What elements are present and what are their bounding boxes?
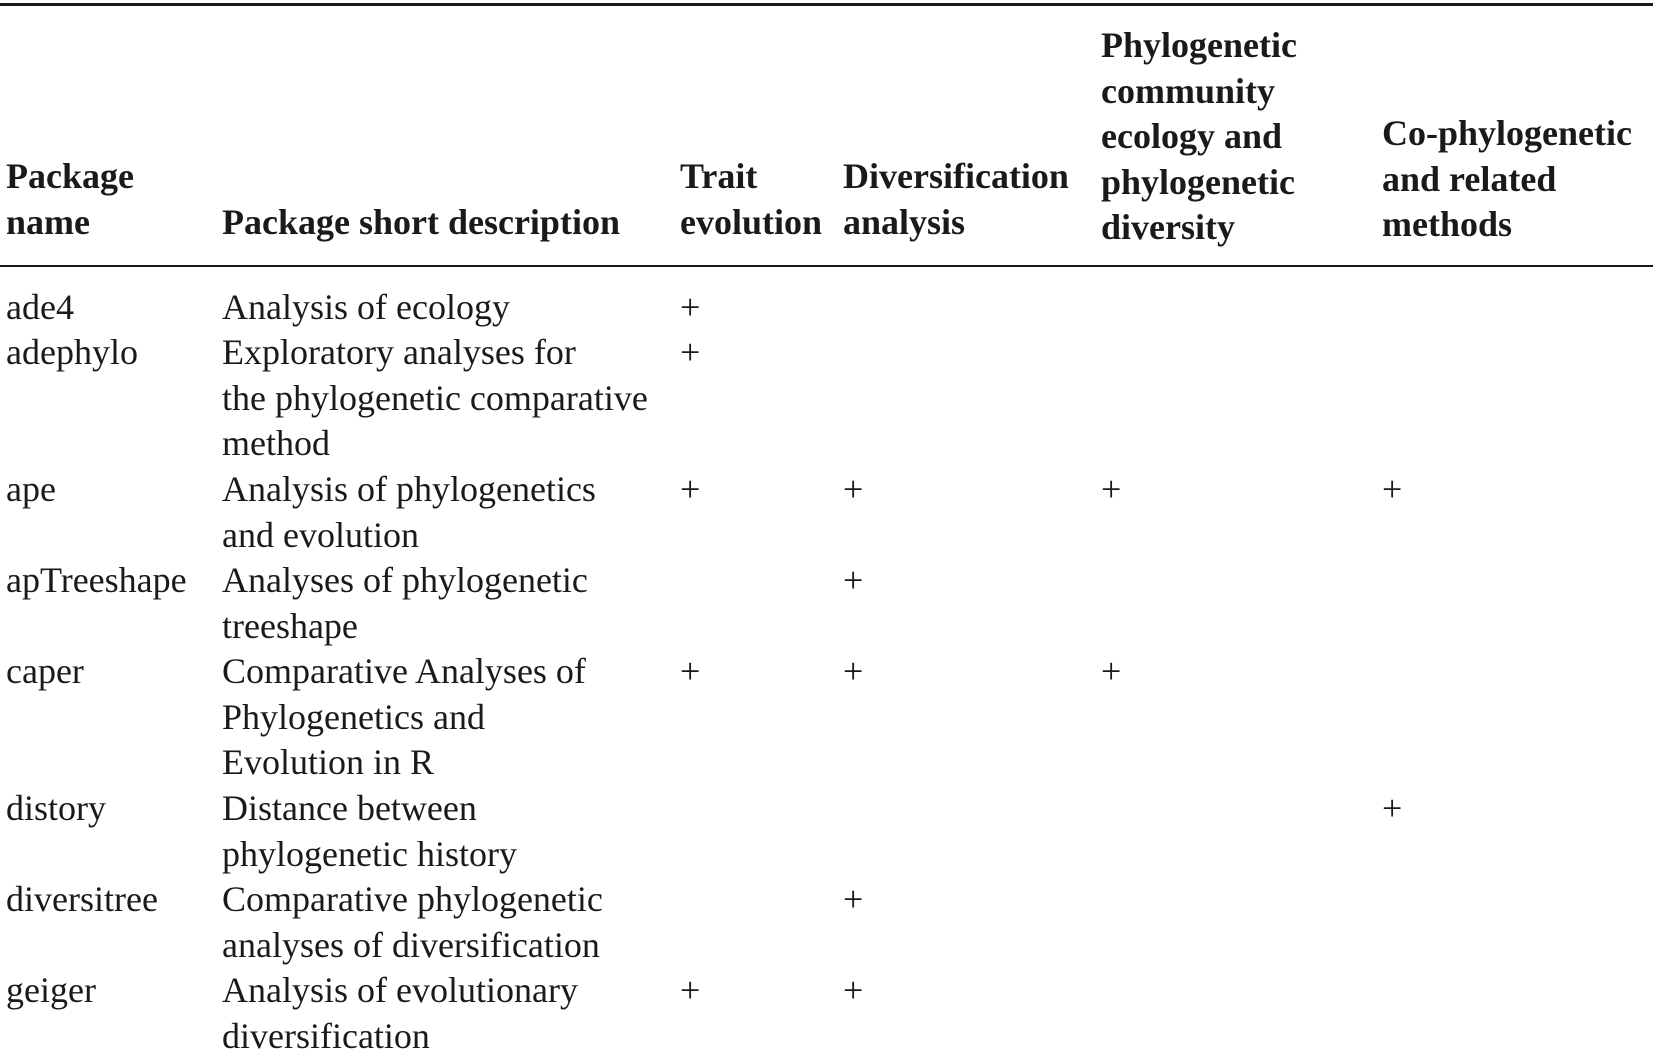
package-description: Distance between phylogenetic history	[222, 788, 517, 874]
package-description: Analysis of evolutionary diversification	[222, 970, 578, 1056]
package-name: adephylo	[6, 332, 138, 372]
community-ecology-mark: +	[1101, 469, 1122, 509]
package-name: ape	[6, 469, 56, 509]
trait-evolution-mark: +	[680, 970, 701, 1010]
package-name: caper	[6, 651, 84, 691]
header-co-phylogenetic: Co-phylogenetic and related methods	[1382, 113, 1632, 244]
header-package-description: Package short description	[222, 202, 620, 242]
trait-evolution-mark: +	[680, 651, 701, 691]
community-ecology-mark: +	[1101, 651, 1122, 691]
header-diversification-analysis: Diversification analysis	[843, 156, 1069, 242]
package-name: diversitree	[6, 879, 158, 919]
package-description: Comparative Analyses of Phylogenetics and Evolution in R	[222, 651, 586, 782]
header-phylogenetic-community: Phylogenetic community ecology and phylogenetic diversity	[1101, 25, 1297, 247]
diversification-mark: +	[843, 560, 864, 600]
header-bottom-rule	[0, 265, 1653, 267]
trait-evolution-mark: +	[680, 287, 701, 327]
co-phylogenetic-mark: +	[1382, 788, 1403, 828]
table-top-rule	[0, 3, 1653, 6]
header-trait-evolution: Trait evolution	[680, 156, 823, 242]
diversification-mark: +	[843, 469, 864, 509]
package-name: geiger	[6, 970, 96, 1010]
package-description: Analysis of phylogenetics and evolution	[222, 469, 596, 555]
diversification-mark: +	[843, 879, 864, 919]
diversification-mark: +	[843, 651, 864, 691]
trait-evolution-mark: +	[680, 469, 701, 509]
header-package-name: Package name	[6, 156, 134, 242]
package-description: Comparative phylogenetic analyses of diversification	[222, 879, 603, 965]
diversification-mark: +	[843, 970, 864, 1010]
package-name: ade4	[6, 287, 74, 327]
package-description: Exploratory analyses for the phylogenetic comparative method	[222, 332, 648, 463]
co-phylogenetic-mark: +	[1382, 469, 1403, 509]
package-name: apTreeshape	[6, 560, 187, 600]
package-name: distory	[6, 788, 107, 828]
trait-evolution-mark: +	[680, 332, 701, 372]
package-description: Analysis of ecology	[222, 287, 510, 327]
package-description: Analyses of phylogenetic treeshape	[222, 560, 588, 646]
